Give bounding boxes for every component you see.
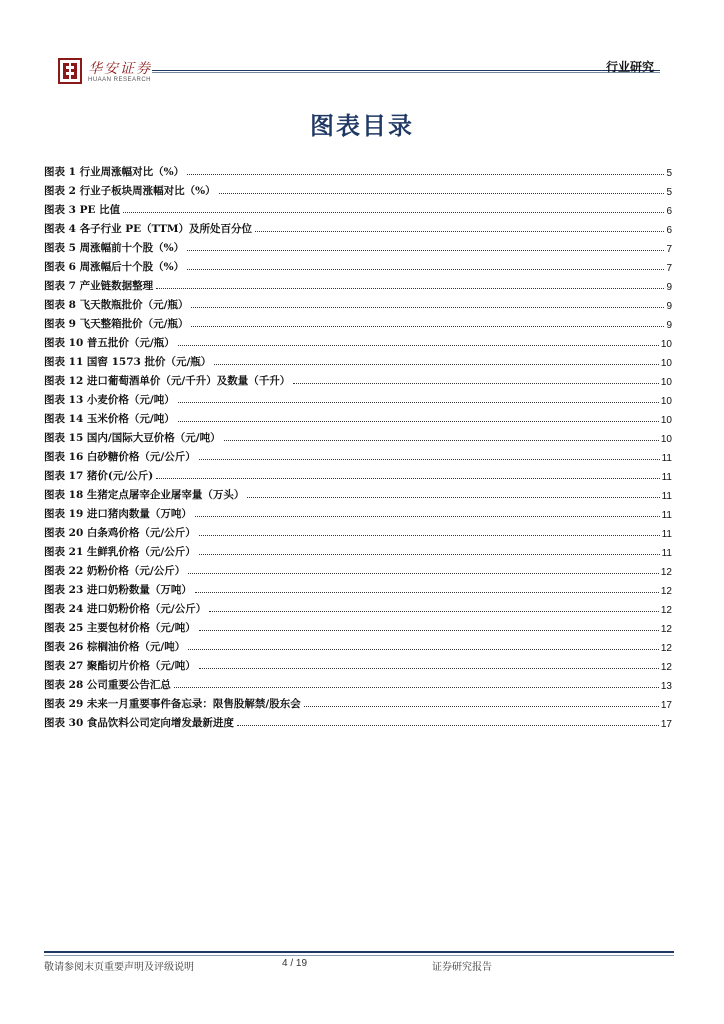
toc-entry-page: 7 <box>666 244 672 255</box>
toc-entry[interactable] <box>44 160 672 179</box>
toc-dot-leader <box>219 193 665 194</box>
toc-entry-label: 图表 29 未来一月重要事件备忘录：限售股解禁/股东会 <box>44 698 301 710</box>
toc-entry-page: 9 <box>666 282 672 293</box>
toc-dot-leader <box>199 459 660 460</box>
toc-entry-page: 10 <box>660 377 672 388</box>
toc-entry[interactable] <box>44 293 672 312</box>
toc-entry[interactable] <box>44 350 672 369</box>
toc-entry[interactable] <box>44 198 672 217</box>
toc-entry-label: 图表 23 进口奶粉数量（万吨） <box>44 584 192 596</box>
toc-entry-label: 图表 17 猪价(元/公斤) <box>44 470 154 482</box>
toc-entry-page: 11 <box>661 491 672 502</box>
toc-dot-leader <box>247 497 659 498</box>
toc-dot-leader <box>199 535 660 536</box>
toc-entry[interactable] <box>44 236 672 255</box>
toc-entry-label: 图表 10 普五批价（元/瓶） <box>44 337 175 349</box>
toc-entry-page: 12 <box>660 643 672 654</box>
toc-entry[interactable] <box>44 521 672 540</box>
toc-dot-leader <box>187 269 664 270</box>
toc-entry[interactable] <box>44 559 672 578</box>
toc-entry-label: 图表 6 周涨幅后十个股（%） <box>44 261 185 273</box>
page-number: 4 / 19 <box>282 958 308 969</box>
toc-entry[interactable] <box>44 540 672 559</box>
toc-list <box>44 160 672 730</box>
toc-entry-page: 11 <box>661 453 672 464</box>
toc-entry[interactable] <box>44 578 672 597</box>
toc-entry[interactable] <box>44 483 672 502</box>
toc-entry[interactable] <box>44 179 672 198</box>
toc-dot-leader <box>199 554 660 555</box>
toc-entry[interactable] <box>44 426 672 445</box>
toc-entry-label: 图表 4 各子行业 PE（TTM）及所处百分位 <box>44 223 253 235</box>
toc-dot-leader <box>199 668 659 669</box>
toc-entry-label: 图表 25 主要包材价格（元/吨） <box>44 622 196 634</box>
toc-entry[interactable] <box>44 369 672 388</box>
toc-entry-label: 图表 24 进口奶粉价格（元/公斤） <box>44 603 207 615</box>
toc-dot-leader <box>255 231 664 232</box>
toc-entry-label: 图表 5 周涨幅前十个股（%） <box>44 242 185 254</box>
toc-entry-label: 图表 9 飞天整箱批价（元/瓶） <box>44 318 189 330</box>
toc-entry[interactable] <box>44 312 672 331</box>
toc-entry-label: 图表 13 小麦价格（元/吨） <box>44 394 175 406</box>
toc-entry-label: 图表 12 进口葡萄酒单价（元/千升）及数量（千升） <box>44 375 291 387</box>
toc-entry-page: 12 <box>660 567 672 578</box>
toc-dot-leader <box>304 706 659 707</box>
toc-entry-page: 11 <box>661 472 672 483</box>
toc-entry-page: 10 <box>660 434 672 445</box>
toc-entry-label: 图表 30 食品饮料公司定向增发最新进度 <box>44 717 234 729</box>
toc-entry-page: 12 <box>660 605 672 616</box>
toc-dot-leader <box>224 440 659 441</box>
toc-entry-page: 17 <box>660 719 672 730</box>
toc-entry[interactable] <box>44 255 672 274</box>
toc-entry-label: 图表 26 棕榈油价格（元/吨） <box>44 641 186 653</box>
header-divider <box>152 70 660 71</box>
toc-entry[interactable] <box>44 407 672 426</box>
toc-entry-label: 图表 18 生猪定点屠宰企业屠宰量（万头） <box>44 489 245 501</box>
toc-dot-leader <box>191 307 664 308</box>
toc-entry-page: 10 <box>660 396 672 407</box>
toc-dot-leader <box>174 687 659 688</box>
section-tag: 行业研究 <box>605 60 654 74</box>
toc-dot-leader <box>199 630 659 631</box>
toc-entry[interactable] <box>44 502 672 521</box>
toc-entry-page: 9 <box>666 320 672 331</box>
toc-entry-page: 12 <box>660 624 672 635</box>
toc-entry-label: 图表 28 公司重要公告汇总 <box>44 679 171 691</box>
toc-entry[interactable] <box>44 464 672 483</box>
toc-entry-label: 图表 14 玉米价格（元/吨） <box>44 413 175 425</box>
toc-entry[interactable] <box>44 654 672 673</box>
toc-dot-leader <box>187 174 664 175</box>
toc-entry-label: 图表 7 产业链数据整理 <box>44 280 154 292</box>
toc-entry[interactable] <box>44 445 672 464</box>
logo-text-cn: 华安证券 <box>88 61 152 77</box>
toc-entry-label: 图表 11 国窖 1573 批价（元/瓶） <box>44 356 212 368</box>
toc-dot-leader <box>209 611 659 612</box>
toc-entry-page: 7 <box>666 263 672 274</box>
toc-dot-leader <box>187 250 664 251</box>
toc-entry-page: 6 <box>666 225 672 236</box>
toc-entry-page: 10 <box>660 358 672 369</box>
toc-dot-leader <box>195 592 659 593</box>
toc-entry-label: 图表 15 国内/国际大豆价格（元/吨） <box>44 432 221 444</box>
toc-entry-page: 13 <box>660 681 672 692</box>
footer-divider <box>44 951 674 953</box>
toc-entry-label: 图表 3 PE 比值 <box>44 204 121 216</box>
toc-entry-page: 6 <box>666 206 672 217</box>
footer-divider-thin <box>44 955 674 956</box>
footer-disclaimer: 敬请参阅末页重要声明及评级说明 <box>44 962 194 973</box>
toc-dot-leader <box>156 288 664 289</box>
toc-entry-page: 11 <box>661 548 672 559</box>
toc-entry[interactable] <box>44 635 672 654</box>
toc-dot-leader <box>178 402 659 403</box>
toc-dot-leader <box>123 212 664 213</box>
toc-entry[interactable] <box>44 274 672 293</box>
toc-entry[interactable] <box>44 711 672 730</box>
toc-dot-leader <box>191 326 664 327</box>
header-divider-thin <box>152 72 660 73</box>
toc-entry-page: 11 <box>661 510 672 521</box>
toc-dot-leader <box>195 516 660 517</box>
toc-dot-leader <box>178 345 659 346</box>
toc-entry-page: 9 <box>666 301 672 312</box>
toc-dot-leader <box>188 573 659 574</box>
toc-entry[interactable] <box>44 692 672 711</box>
toc-entry-label: 图表 16 白砂糖价格（元/公斤） <box>44 451 196 463</box>
huaan-logo-icon <box>58 58 82 84</box>
toc-entry-page: 17 <box>660 700 672 711</box>
toc-entry-page: 12 <box>660 586 672 597</box>
page-header <box>58 56 660 90</box>
logo-text-en: HUAAN RESEARCH <box>88 77 152 83</box>
toc-dot-leader <box>178 421 659 422</box>
toc-entry-page: 11 <box>661 529 672 540</box>
toc-entry-label: 图表 1 行业周涨幅对比（%） <box>44 166 185 178</box>
toc-entry-label: 图表 22 奶粉价格（元/公斤） <box>44 565 186 577</box>
toc-entry-label: 图表 2 行业子板块周涨幅对比（%） <box>44 185 216 197</box>
toc-entry-label: 图表 27 聚酯切片价格（元/吨） <box>44 660 196 672</box>
toc-dot-leader <box>293 383 659 384</box>
toc-entry-label: 图表 19 进口猪肉数量（万吨） <box>44 508 192 520</box>
toc-entry-label: 图表 8 飞天散瓶批价（元/瓶） <box>44 299 189 311</box>
toc-entry-page: 10 <box>660 339 672 350</box>
toc-entry[interactable] <box>44 673 672 692</box>
toc-entry-label: 图表 20 白条鸡价格（元/公斤） <box>44 527 196 539</box>
toc-entry[interactable] <box>44 217 672 236</box>
page-title: 图表目录 <box>310 111 414 140</box>
toc-entry[interactable] <box>44 616 672 635</box>
toc-entry[interactable] <box>44 331 672 350</box>
toc-entry-page: 10 <box>660 415 672 426</box>
toc-entry-page: 5 <box>666 168 672 179</box>
toc-entry-page: 5 <box>666 187 672 198</box>
toc-dot-leader <box>237 725 659 726</box>
toc-dot-leader <box>156 478 659 479</box>
footer-report-type: 证券研究报告 <box>432 962 492 973</box>
toc-dot-leader <box>188 649 659 650</box>
toc-entry-page: 12 <box>660 662 672 673</box>
toc-dot-leader <box>214 364 659 365</box>
toc-entry-label: 图表 21 生鲜乳价格（元/公斤） <box>44 546 196 558</box>
toc-entry[interactable] <box>44 597 672 616</box>
toc-entry[interactable] <box>44 388 672 407</box>
